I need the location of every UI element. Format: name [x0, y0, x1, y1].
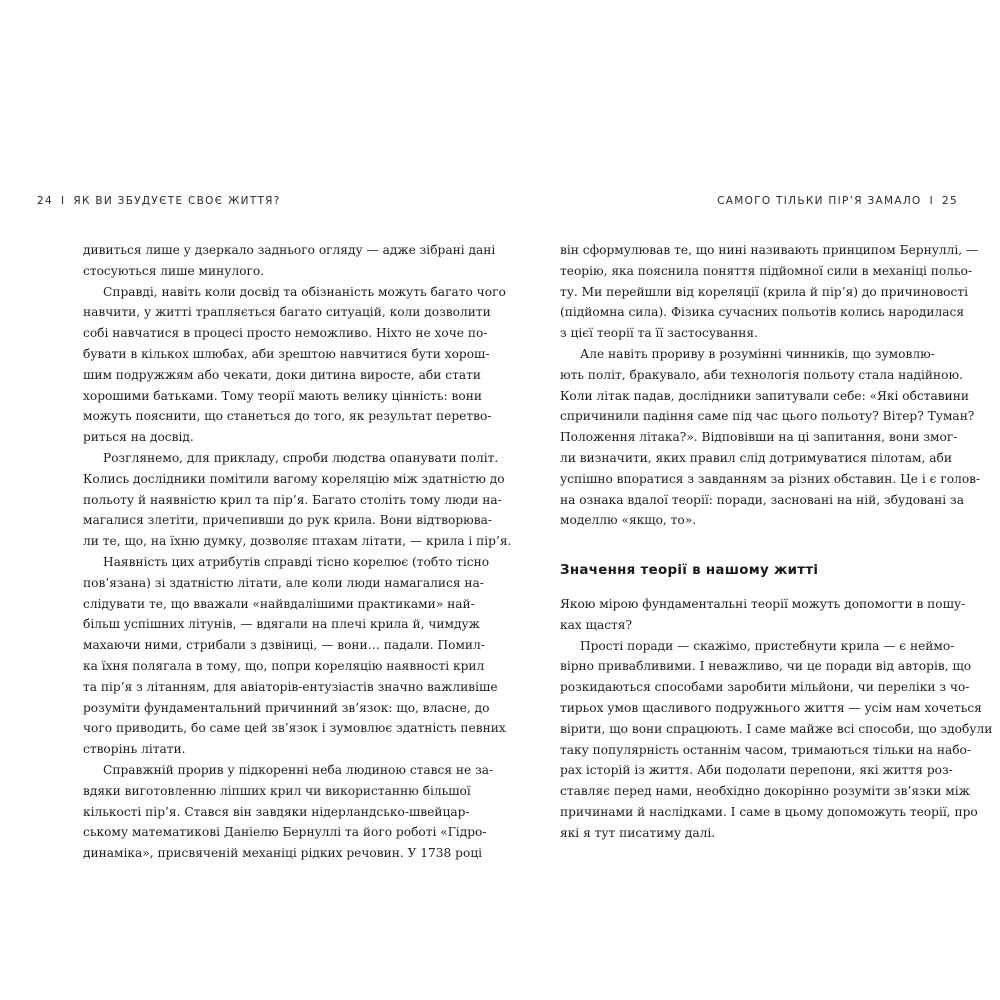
text-line: Колись дослідники помітили вагому кореляцію між здатністю до — [83, 471, 505, 486]
section-spacer — [560, 531, 938, 561]
text-line: таку популярність останнім часом, тримаються тільки на набо- — [560, 742, 972, 757]
text-line: Якою мірою фундаментальні теорії можуть допомогти в пошу- — [560, 596, 966, 611]
text-line: собі навчатися в процесі просто неможливо. Ніхто не хоче по- — [83, 326, 488, 341]
text-line: чого приводить, бо саме цей зв’язок і зумовлює здатність певних — [83, 721, 506, 736]
text-line: ли визначити, яких правил слід дотримуватися пілотам, аби — [560, 450, 952, 465]
text-line: Положення літака?». Відповівши на ці запитання, вони змог- — [560, 430, 958, 445]
left-page-number: 24 — [37, 195, 53, 207]
right-section-title: САМОГО ТІЛЬКИ ПІР’Я ЗАМАЛО — [717, 195, 922, 207]
text-line: вірити, що вони спрацюють. І саме майже всі способи, що здобули — [560, 721, 993, 736]
text-line: стосуються лише минулого. — [83, 263, 265, 278]
text-line: Прості поради — скажімо, пристебнути крила — є неймо- — [580, 638, 955, 653]
text-line: він сформулював те, що нині називають принципом Бернуллі, — — [560, 243, 979, 257]
text-line: дивиться лише у дзеркало заднього огляду — адже зібрані дані — [83, 243, 496, 257]
text-line: розуміти фундаментальний причинний зв’язок: що, власне, до — [83, 700, 490, 715]
text-line: розкидаються способами заробити мільйони, чи переліки з чо- — [560, 680, 970, 695]
text-line: ту. Ми перейшли від кореляції (крила й пір’я) до причиновості — [560, 284, 968, 299]
left-head-separator: I — [60, 195, 66, 207]
text-line: рах історій із життя. Аби подолати перепони, які життя роз- — [560, 763, 953, 778]
text-line: ках щастя? — [560, 617, 633, 632]
text-line: на ознака вдалої теорії: поради, засновані на ній, збудовані за — [560, 492, 964, 507]
text-line: з цієї теорії та її застосування. — [560, 326, 758, 341]
left-page-body — [83, 240, 512, 864]
text-line: які я тут писатиму далі. — [560, 825, 716, 840]
text-line: створінь літати. — [83, 742, 186, 757]
section-spacer — [560, 582, 938, 594]
left-chapter-title: ЯК ВИ ЗБУДУЄТЕ СВОЄ ЖИТТЯ? — [73, 195, 281, 207]
text-line: вдяки виготовленню ліпших крил чи використанню більшої — [83, 783, 471, 798]
text-line: ському математикові Даніелю Бернуллі та його роботі «Гідро- — [83, 825, 487, 840]
text-line: Наявність цих атрибутів справді тісно корелює (тобто тісно — [103, 554, 490, 569]
text-line: моделлю «якщо, то». — [560, 513, 697, 528]
left-running-head — [37, 195, 281, 207]
text-line: (підйомна сила). Фізика сучасних польотів колись народилася — [560, 305, 965, 320]
text-line: махаючи ними, стрибали з дзвіниці, — вони… падали. Помил- — [83, 638, 485, 653]
text-line: бувати в кількох шлюбах, аби зрештою навчитися бути хорош- — [83, 346, 490, 361]
text-line: можуть пояснити, що станеться до того, як результат перетво- — [83, 409, 492, 424]
text-line: ставляє перед нами, необхідно докорінно розуміти зв’язки між — [560, 784, 970, 799]
text-line: риться на досвід. — [83, 430, 194, 445]
text-line: ли те, що, на їхню думку, дозволяє птахам літати, — крила і пір’я. — [83, 534, 512, 549]
text-line: кількості пір’я. Стався він завдяки нідерландсько-швейцар- — [83, 804, 470, 819]
text-line: польоту й наявністю крил та пір’я. Багато століть тому люди на- — [83, 492, 502, 507]
text-line: динаміка», присвяченій механіці рідких речовин. У 1738 році — [83, 846, 483, 861]
right-page-body — [560, 240, 993, 844]
right-running-head — [717, 195, 958, 207]
right-page-number: 25 — [942, 195, 958, 207]
text-line: причинами й наслідками. І саме в цьому допоможуть теорії, про — [560, 804, 978, 819]
text-line: Розглянемо, для прикладу, спроби людства опанувати політ. — [103, 450, 499, 465]
text-line: успішно впоратися з завданням за різних обставин. Це і є голов- — [560, 471, 981, 486]
text-line: та пір’я з літанням, для авіаторів-ентузіастів значно важливіше — [83, 679, 498, 694]
text-line: тирьох умов щасливого подружнього життя — усім нам хочеться — [560, 700, 982, 715]
text-line: навчити, у житті трапляється багато ситуацій, коли дозволити — [83, 305, 491, 320]
text-line: Але навіть прориву в розумінні чинників, що зумовлю- — [580, 346, 935, 361]
section-heading: Значення теорії в нашому житті — [560, 563, 819, 579]
text-line: вірно привабливими. І неважливо, чи це поради від авторів, що — [560, 659, 972, 674]
text-line: слідувати те, що вважали «найвдалішими практиками» най- — [83, 596, 475, 611]
text-line: магалися злетіти, причепивши до рук крила. Вони відтворюва- — [83, 513, 493, 528]
text-line: шим подружжям або чекати, доки дитина виросте, аби стати — [83, 367, 481, 382]
text-line: спричинили падіння саме під час цього польоту? Вітер? Туман? — [560, 409, 975, 424]
text-line: пов’язана) зі здатністю літати, але коли люди намагалися на- — [83, 575, 484, 590]
text-line: теорію, яка пояснила поняття підйомної сили в механіці польо- — [560, 263, 973, 278]
text-line: ка їхня полягала в тому, що, попри кореляцію наявності крил — [83, 658, 485, 673]
text-line: Коли літак падав, дослідники запитували себе: «Які обставини — [560, 388, 970, 403]
text-line: Справжній прорив у підкоренні неба людиною стався не за- — [103, 762, 494, 777]
text-line: ють політ, бракувало, аби технологія польоту стала надійною. — [560, 367, 963, 382]
right-head-separator: I — [929, 195, 935, 207]
text-line: Справді, навіть коли досвід та обізнаність можуть багато чого — [103, 284, 506, 299]
text-line: більш успішних літунів, — вдягали на плечі крила й, чимдуж — [83, 617, 480, 632]
text-line: хорошими батьками. Тому теорії мають велику цінність: вони — [83, 388, 482, 403]
